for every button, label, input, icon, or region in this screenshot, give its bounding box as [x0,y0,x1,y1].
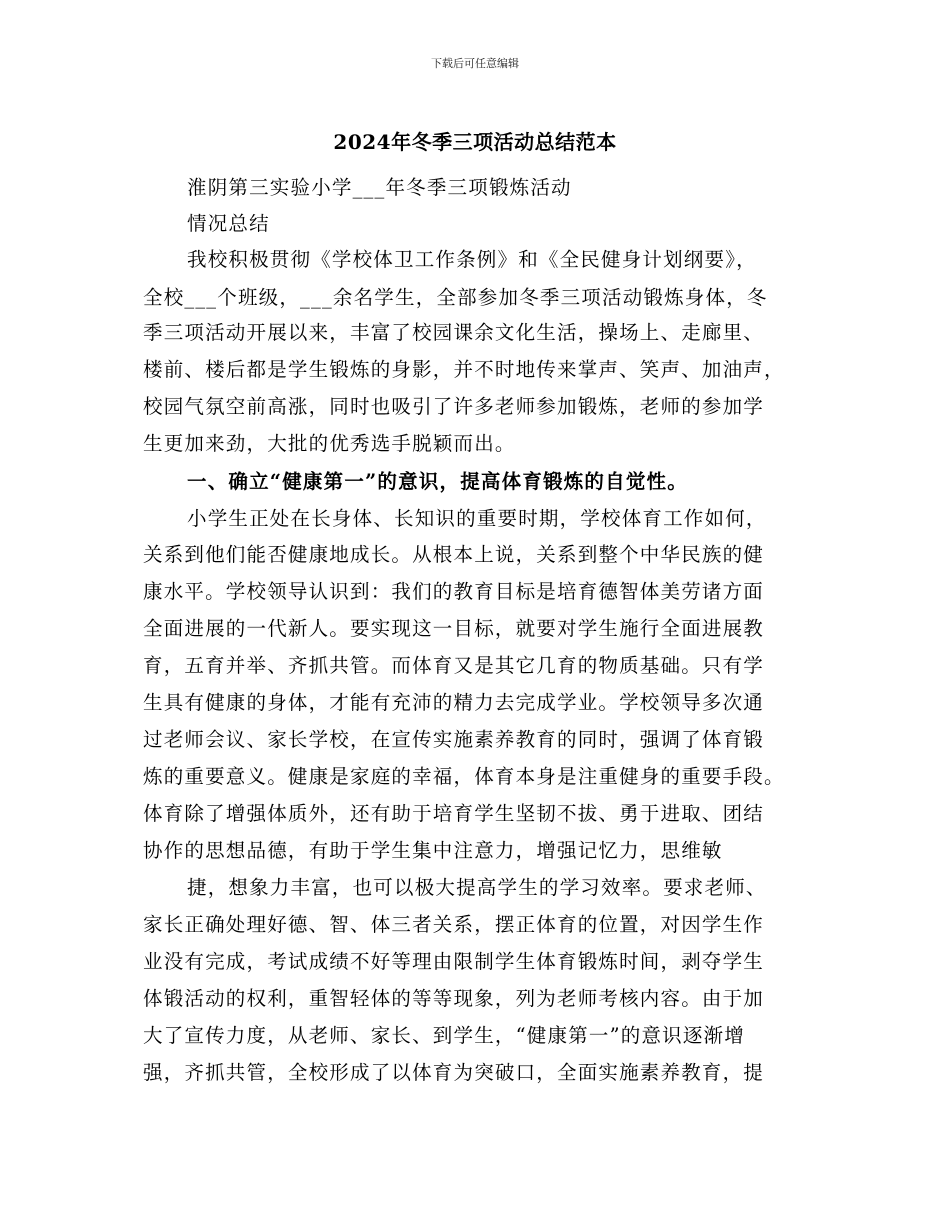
body-line: 关系到他们能否健康地成长。从根本上说，关系到整个中华民族的健 [143,543,765,566]
body-line: 家长正确处理好德、智、体三者关系，摆正体育的位置，对因学生作 [143,913,765,936]
body-line: 大了宣传力度，从老师、家长、到学生，“健康第一”的意识逐渐增 [143,1024,745,1047]
body-line: 强，齐抓共管，全校形成了以体育为突破口，全面实施素养教育，提 [143,1061,765,1084]
body-line: 体育除了增强体质外，还有助于培育学生坚韧不拔、勇于进取、团结 [143,802,765,825]
body-line: 体锻活动的权利，重智轻体的等等现象，列为老师考核内容。由于加 [143,987,765,1010]
body-line: 协作的思想品德，有助于学生集中注意力，增强记忆力，思维敏 [143,839,723,862]
body-line: 淮阴第三实验小学___年冬季三项锻炼活动 [187,176,572,199]
body-line: 炼的重要意义。健康是家庭的幸福，体育本身是注重健身的重要手段。 [143,765,785,788]
body-line: 育，五育并举、齐抓共管。而体育又是其它几育的物质基础。只有学 [143,654,765,677]
body-line: 我校积极贯彻《学校体卫工作条例》和《全民健身计划纲要》， [187,248,757,271]
body-line: 校园气氛空前高涨，同时也吸引了许多老师参加锻炼，老师的参加学 [143,395,765,418]
body-line: 业没有完成，考试成绩不好等理由限制学生体育锻炼时间，剥夺学生 [143,950,765,973]
section-heading: 一、确立“健康第一”的意识，提高体育锻炼的自觉性。 [187,470,688,493]
body-line: 过老师会议、家长学校，在宣传实施素养教育的同时，强调了体育锻 [143,728,765,751]
header-note: 下载后可任意编辑 [431,57,519,70]
body-line: 生具有健康的身体，才能有充沛的精力去完成学业。学校领导多次通 [143,691,765,714]
body-line: 楼前、楼后都是学生锻炼的身影，并不时地传来掌声、笑声、加油声， [143,358,785,381]
body-line: 生更加来劲，大批的优秀选手脱颖而出。 [143,432,516,455]
body-line: 季三项活动开展以来，丰富了校园课余文化生活，操场上、走廊里、 [143,321,765,344]
body-line: 康水平。学校领导认识到：我们的教育目标是培育德智体美劳诸方面 [143,580,765,603]
body-line: 情况总结 [187,212,270,235]
document-title: 2024年冬季三项活动总结范本 [333,130,617,154]
body-line: 小学生正处在长身体、长知识的重要时期，学校体育工作如何， [187,507,767,530]
body-line: 捷，想象力丰富，也可以极大提高学生的学习效率。要求老师、 [187,876,767,899]
body-line: 全校___个班级，___余名学生，全部参加冬季三项活动锻炼身体，冬 [143,286,768,309]
body-line: 全面进展的一代新人。要实现这一目标，就要对学生施行全面进展教 [143,617,765,640]
